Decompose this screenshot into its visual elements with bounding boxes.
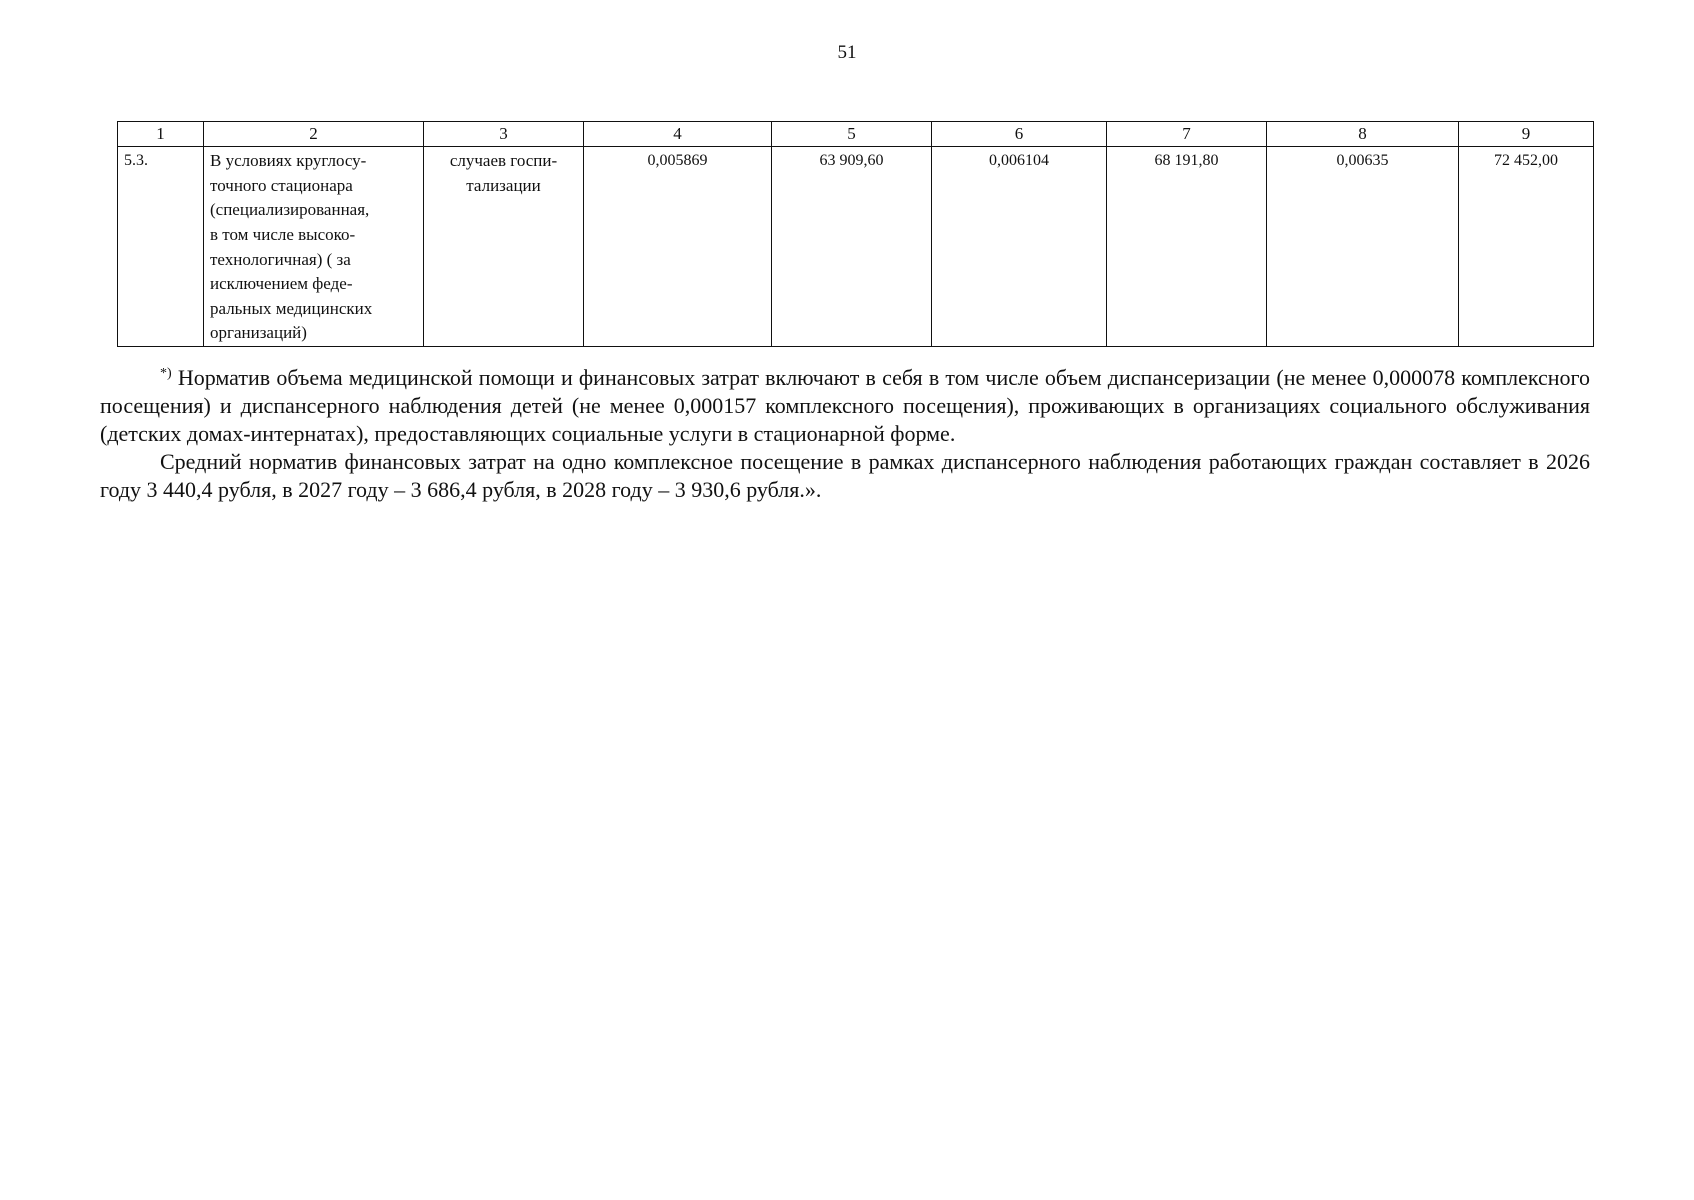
column-number-row (118, 122, 1594, 147)
footnote-text-2: Средний норматив финансовых затрат на одно комплексное посещение в рамках диспансерного наблюдения работающих граждан составляет в 2026 году 3 440,4 рубля, в 2027 году – 3 686,4 рубля, в 2028 году – 3 930,6 рубля.». (100, 449, 1590, 502)
column-number-5: 5 (772, 122, 932, 147)
column-number-7: 7 (1107, 122, 1267, 147)
page-number: 51 (837, 42, 857, 63)
value-cell-col6: 0,006104 (932, 147, 1107, 347)
row-number-cell: 5.3. (118, 147, 204, 347)
column-number-1: 1 (118, 122, 204, 147)
value-cell-col8: 0,00635 (1267, 147, 1459, 347)
column-number-9: 9 (1459, 122, 1594, 147)
footnote-text-1: Норматив объема медицинской помощи и финансовых затрат включают в себя в том числе объем диспансеризации (не менее 0,000078 комплексного посещения) и диспансерного наблюдения детей (не менее 0,000157 комплексного посещения), проживающих в организациях социального обслуживания (детских домах-интернатах), предоставляющих социальные услуги в стационарной форме. (100, 365, 1591, 446)
column-number-8: 8 (1267, 122, 1459, 147)
footnote-block (100, 364, 1590, 504)
footnote-marker: *) (160, 366, 172, 381)
value-cell-col7: 68 191,80 (1107, 147, 1267, 347)
standards-table (117, 121, 1594, 347)
column-number-3: 3 (424, 122, 584, 147)
table-row (118, 147, 1594, 347)
value-cell-col5: 63 909,60 (772, 147, 932, 347)
unit-cell: случаев госпи- тализации (424, 147, 584, 347)
value-cell-col9: 72 452,00 (1459, 147, 1594, 347)
value-cell-col4: 0,005869 (584, 147, 772, 347)
column-number-4: 4 (584, 122, 772, 147)
footnote-paragraph-1 (100, 364, 1590, 448)
footnote-paragraph-2 (100, 448, 1590, 504)
care-type-cell: В условиях круглосу- точного стационара (специализированная, в том числе высоко- технологичная) ( за исключением феде- ральных медицинских организаций) (204, 147, 424, 347)
column-number-6: 6 (932, 122, 1107, 147)
column-number-2: 2 (204, 122, 424, 147)
